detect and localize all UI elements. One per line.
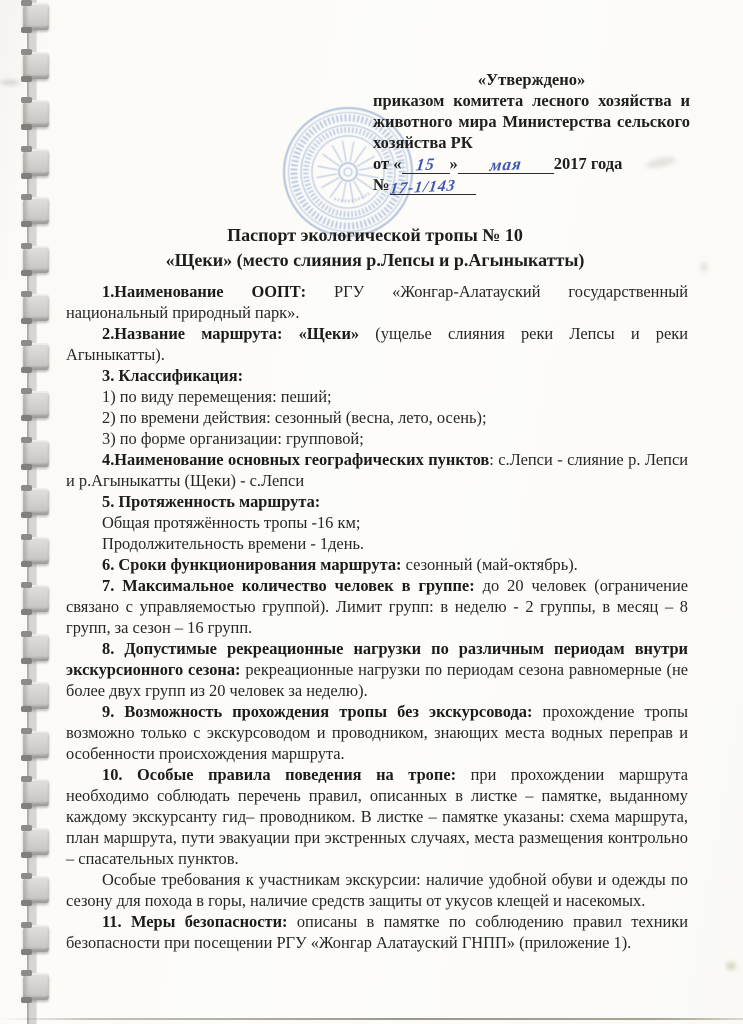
paragraph-text: РГУ «Жонгар-Алатауский государственный национальный природный парк». <box>66 282 689 322</box>
handwritten-number: 17-1/143 <box>388 177 457 198</box>
binding-tab <box>23 294 49 321</box>
plain-paragraph <box>66 512 688 533</box>
date-day-blank <box>402 154 450 174</box>
paragraph-text: (ущелье слияния реки Лепсы и реки Агыныкатты). <box>66 324 689 364</box>
section-heading: 3. Классификация: <box>102 366 244 385</box>
binding-tab <box>23 440 49 467</box>
scan-smudge <box>726 962 736 970</box>
section-paragraph <box>66 323 688 365</box>
binding-tab <box>23 925 49 952</box>
number-blank <box>388 175 476 198</box>
approved-label: «Утверждено» <box>477 70 586 89</box>
paragraph-text: прохождение тропы возможно только с экскурсоводом и проводником, знающих места водных переправ и особенности происхождения маршрута. <box>66 702 688 763</box>
section-paragraph <box>66 638 688 701</box>
binding-tab <box>23 779 49 806</box>
section-paragraph <box>66 491 688 512</box>
binding-tab <box>23 828 49 855</box>
binding-tab <box>23 634 49 661</box>
section-heading: 9. Возможность прохождения тропы без экскурсовода: <box>102 702 533 721</box>
section-heading: 4.Наименование основных географических пунктов <box>102 450 490 469</box>
paragraph-text: : с.Лепси - слияние р. Лепси и р.Агыныкатты (Щеки) - с.Лепси <box>66 450 689 490</box>
paragraph-text: до 20 человек (ограничение связано с управляемостью группой). Лимит групп: в неделю - 2 группы, в месяц – 8 групп, за сезон – 16 групп. <box>66 576 688 637</box>
section-paragraph <box>66 701 688 764</box>
binding <box>0 0 60 1024</box>
binding-tab <box>23 149 49 176</box>
section-heading: 6. Сроки функционирования маршрута: <box>102 555 402 574</box>
paragraph-text: 2) по времени действия: сезонный (весна, лето, осень); <box>102 408 487 427</box>
paragraph-text: при прохождении маршрута необходимо соблюдать перечень правил, описанных в листке – памятке, выданному каждому экскурсанту гид– проводником. В листке – памятке указаны: схема маршрута, план маршрута, пути эвакуации при экстренных случаях, места размещения контрольно – спасательных пунктов. <box>66 765 689 868</box>
date-prefix: от « <box>373 154 402 173</box>
date-month-blank <box>458 154 554 174</box>
section-heading: 1.Наименование ООПТ: <box>102 282 307 301</box>
section-heading: 2.Название маршрута: «Щеки» <box>102 324 360 343</box>
plain-paragraph <box>66 533 688 554</box>
section-heading: 5. Протяженность маршрута: <box>102 492 321 511</box>
plain-paragraph <box>66 869 688 911</box>
handwritten-day: 15 <box>414 154 437 175</box>
title-line-1: Паспорт экологической тропы № 10 <box>227 225 523 245</box>
document-title <box>60 223 690 273</box>
handwritten-month: мая <box>488 154 523 175</box>
date-close-quote: » <box>449 154 458 173</box>
binding-tab <box>23 197 49 224</box>
number-sign: № <box>373 175 390 194</box>
binding-tab <box>23 391 49 418</box>
binding-tab <box>23 585 49 612</box>
approval-number-line <box>373 174 690 198</box>
scan-page-edge <box>0 1018 743 1020</box>
binding-tab <box>23 246 49 273</box>
section-heading: 10. Особые правила поведения на тропе: <box>102 765 457 784</box>
section-heading: 7. Максимальное количество человек в группе: <box>102 576 475 595</box>
section-paragraph <box>66 449 688 491</box>
title-line-2: «Щеки» (место слияния р.Лепсы и р.Агыныкатты) <box>165 250 585 270</box>
section-paragraph <box>66 554 688 575</box>
approval-date-line <box>373 153 690 174</box>
paragraph-text: Общая протяжённость тропы -16 км; <box>102 513 361 532</box>
paragraph-text: сезонный (май-октябрь). <box>401 555 578 574</box>
section-paragraph <box>66 281 688 323</box>
binding-tab <box>23 343 49 370</box>
paragraph-text: рекреационные нагрузки по периодам сезона равномерные (не более двух групп из 20 человек за неделю). <box>66 660 688 700</box>
paragraph-text: 1) по виду перемещения: пеший; <box>102 387 332 406</box>
section-paragraph <box>66 911 688 953</box>
approval-order-text: приказом комитета лесного хозяйства и животного мира Министерства сельского хозяйства РК <box>373 91 690 152</box>
binding-tab <box>23 52 49 79</box>
scan-smudge <box>700 262 708 272</box>
binding-tab <box>23 100 49 127</box>
binding-tab <box>23 3 49 30</box>
paragraph-text: описаны в памятке по соблюдению правил техники безопасности при посещении РГУ «Жонгар Алатауский ГНПП» (приложение 1). <box>66 912 688 952</box>
plain-paragraph <box>66 386 688 407</box>
binding-tab <box>23 731 49 758</box>
section-paragraph <box>66 575 688 638</box>
section-heading: 11. Меры безопасности: <box>102 912 288 931</box>
binding-tab <box>23 973 49 1000</box>
section-heading: 8. Допустимые рекреационные нагрузки по различным периодам внутри экскурсионного сезона: <box>66 639 688 679</box>
paragraph-text: Продолжительность времени - 1день. <box>102 534 365 553</box>
section-paragraph <box>66 365 688 386</box>
paragraph-text: Особые требования к участникам экскурсии: наличие удобной обуви и одежды по сезону для похода в горы, наличие средств защиты от укусов клещей и насекомых. <box>66 870 688 910</box>
binding-tab <box>23 876 49 903</box>
section-paragraph <box>66 764 688 869</box>
binding-tab <box>23 537 49 564</box>
binding-tab <box>23 682 49 709</box>
plain-paragraph <box>66 407 688 428</box>
approval-block <box>373 69 690 198</box>
paragraph-text: 3) по форме организации: групповой; <box>102 429 364 448</box>
document-body <box>66 281 688 953</box>
date-year: 2017 года <box>553 154 623 173</box>
plain-paragraph <box>66 428 688 449</box>
binding-tab <box>23 488 49 515</box>
